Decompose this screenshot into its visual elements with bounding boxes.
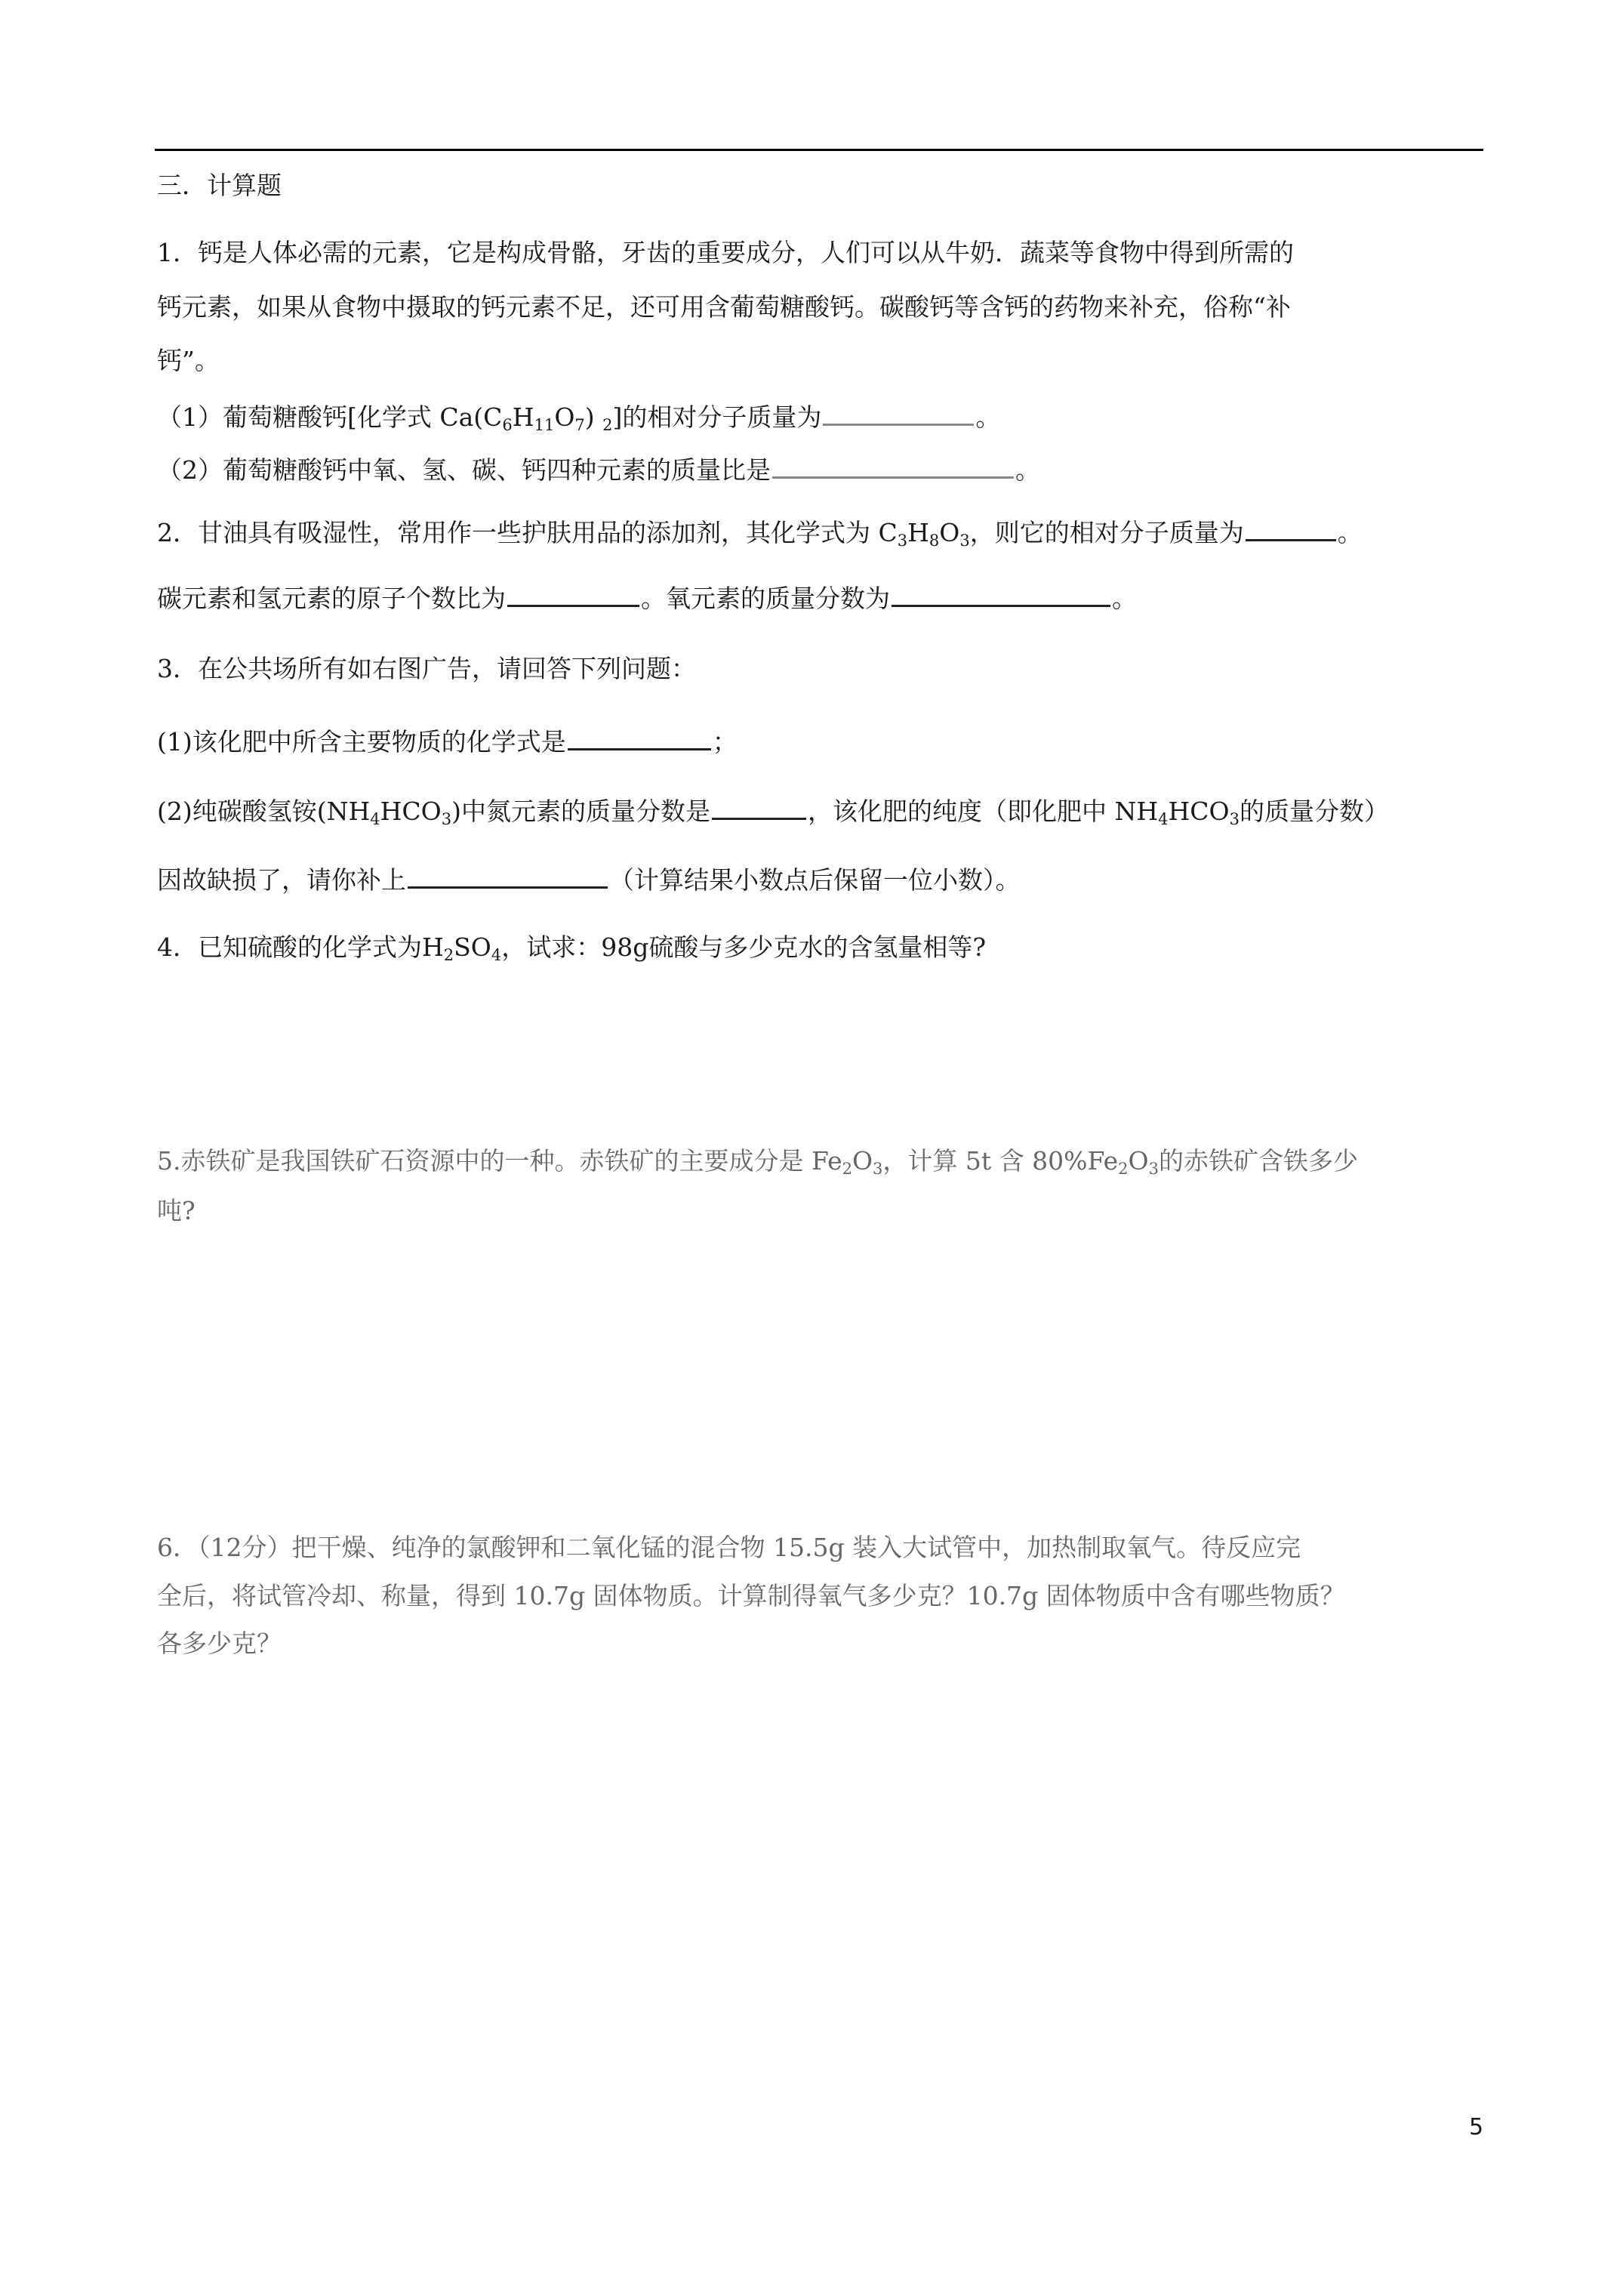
q3-formula-blank[interactable] [568, 726, 711, 750]
q1-sub2: （2）葡萄糖酸钙中氧、氢、碳、钙四种元素的质量比是 。 [157, 455, 1040, 485]
page-number: 5 [1469, 2114, 1484, 2140]
q3-sub2: (2)纯碳酸氢铵$(NH_4HCO_3)$中氮元素的质量分数是 ，该化肥的纯度（即化肥中 $NH_4HCO_3$的质量分数） [157, 797, 1389, 828]
q2-oxygen-fraction-blank[interactable] [892, 582, 1110, 607]
q2-line2: 碳元素和氢元素的原子个数比为 。氧元素的质量分数为 。 [157, 584, 1137, 613]
q2-molar-mass-blank[interactable] [1246, 516, 1336, 541]
q1-sub1-answer-blank[interactable] [823, 401, 974, 426]
q1-sub2-answer-blank[interactable] [772, 454, 1014, 479]
q2-line1: 2．甘油具有吸湿性，常用作一些护肤用品的添加剂，其化学式为 $C_3H_8O_3$，则它的相对分子质量为 。 [157, 518, 1363, 550]
q3-sub1: (1)该化肥中所含主要物质的化学式是 ； [157, 727, 738, 757]
q1-sub1: （1）葡萄糖酸钙[化学式 $Ca(C_6H_{11}O_7)$ $_2$]的相对分子质量为 。 [157, 402, 1001, 434]
q1-line3: 钙”。 [157, 346, 220, 375]
q4-line: 4．已知硫酸的化学式为$H_2SO_4$，试求：98g硫酸与多少克水的含氢量相等? [157, 932, 987, 964]
q5-line1: 5.赤铁矿是我国铁矿石资源中的一种。赤铁矿的主要成分是 $Fe_2O_3$，计算 5t 含 $80\%Fe_2O_3$的赤铁矿含铁多少 [157, 1146, 1358, 1178]
q6-line3: 各多少克？ [157, 1629, 282, 1658]
header-rule [155, 149, 1483, 151]
section-title: 三．计算题 [157, 171, 282, 200]
q6-line1: 6．（12分）把干燥、纯净的氯酸钾和二氧化锰的混合物 15.5g 装入大试管中，加热制取氧气。待反应完 [157, 1533, 1301, 1562]
q5-line2: 吨? [157, 1196, 196, 1225]
q3-nitrogen-fraction-blank[interactable] [712, 795, 806, 820]
q1-line2: 钙元素，如果从食物中摄取的钙元素不足，还可用含葡萄糖酸钙。碳酸钙等含钙的药物来补充，俗称“补 [157, 292, 1291, 322]
q3-line3: 因故缺损了，请你补上 （计算结果小数点后保留一位小数）。 [157, 865, 1021, 895]
q6-line2: 全后，将试管冷却、称量，得到 10.7g 固体物质。计算制得氧气多少克？10.7g 固体物质中含有哪些物质？ [157, 1581, 1345, 1610]
q2-atom-ratio-blank[interactable] [507, 582, 639, 607]
q3-purity-blank[interactable] [408, 864, 608, 889]
q1-line1: 1．钙是人体必需的元素，它是构成骨骼，牙齿的重要成分，人们可以从牛奶．蔬菜等食物中得到所需的 [157, 238, 1294, 267]
q3-line1: 3．在公共场所有如右图广告，请回答下列问题： [157, 654, 696, 683]
